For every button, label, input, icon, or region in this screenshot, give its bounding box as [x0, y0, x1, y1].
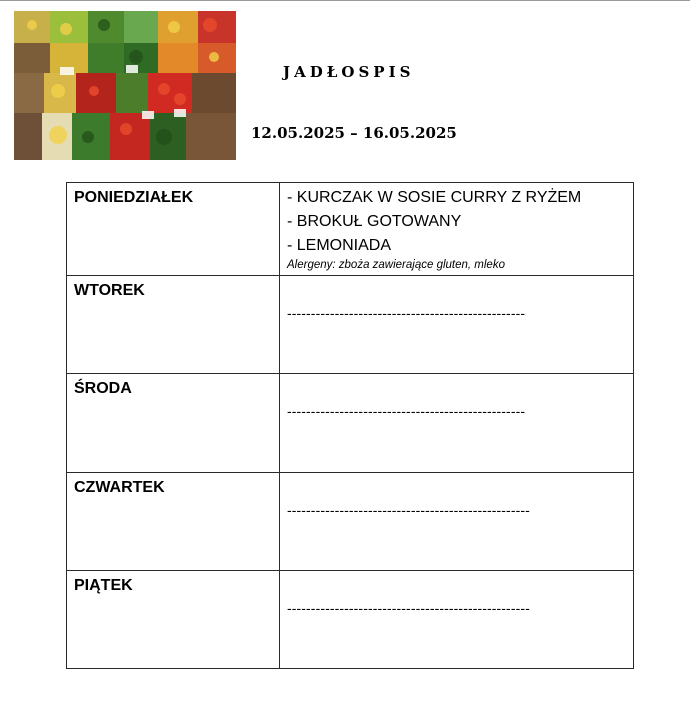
- meal-item: - BROKUŁ GOTOWANY: [287, 213, 462, 230]
- empty-meal-placeholder: ---------------------------------------------------: [287, 600, 530, 616]
- allergens-note: Alergeny: zboża zawierające gluten, mleko: [287, 259, 505, 271]
- table-row: [67, 183, 634, 276]
- table-row: [67, 473, 634, 571]
- day-cell: [67, 473, 280, 571]
- day-cell: [67, 276, 280, 374]
- menu-table: [66, 182, 634, 669]
- empty-meal-placeholder: --------------------------------------------------: [287, 305, 526, 321]
- meal-list: [280, 183, 633, 258]
- day-cell: [67, 183, 280, 276]
- meal-cell: [280, 374, 634, 473]
- empty-meal-placeholder: --------------------------------------------------: [287, 403, 526, 419]
- day-cell: [67, 374, 280, 473]
- empty-meal-placeholder: ---------------------------------------------------: [287, 502, 530, 518]
- day-label: PIĄTEK: [74, 577, 133, 594]
- meal-cell: [280, 571, 634, 669]
- date-range: 12.05.2025 – 16.05.2025: [251, 124, 457, 142]
- meal-item: - KURCZAK W SOSIE CURRY Z RYŻEM: [287, 189, 582, 206]
- day-label: ŚRODA: [74, 380, 132, 397]
- table-row: [67, 374, 634, 473]
- table-row: [67, 276, 634, 374]
- meal-cell: [280, 183, 634, 276]
- day-label: CZWARTEK: [74, 479, 165, 496]
- meal-item: - LEMONIADA: [287, 237, 392, 254]
- day-label: WTOREK: [74, 282, 145, 299]
- meal-cell: [280, 473, 634, 571]
- page-title: JADŁOSPIS: [283, 63, 415, 81]
- day-cell: [67, 571, 280, 669]
- table-row: [67, 571, 634, 669]
- top-rule: [0, 0, 690, 1]
- meal-cell: [280, 276, 634, 374]
- day-label: PONIEDZIAŁEK: [74, 189, 194, 206]
- vegetable-market-photo: [14, 11, 236, 160]
